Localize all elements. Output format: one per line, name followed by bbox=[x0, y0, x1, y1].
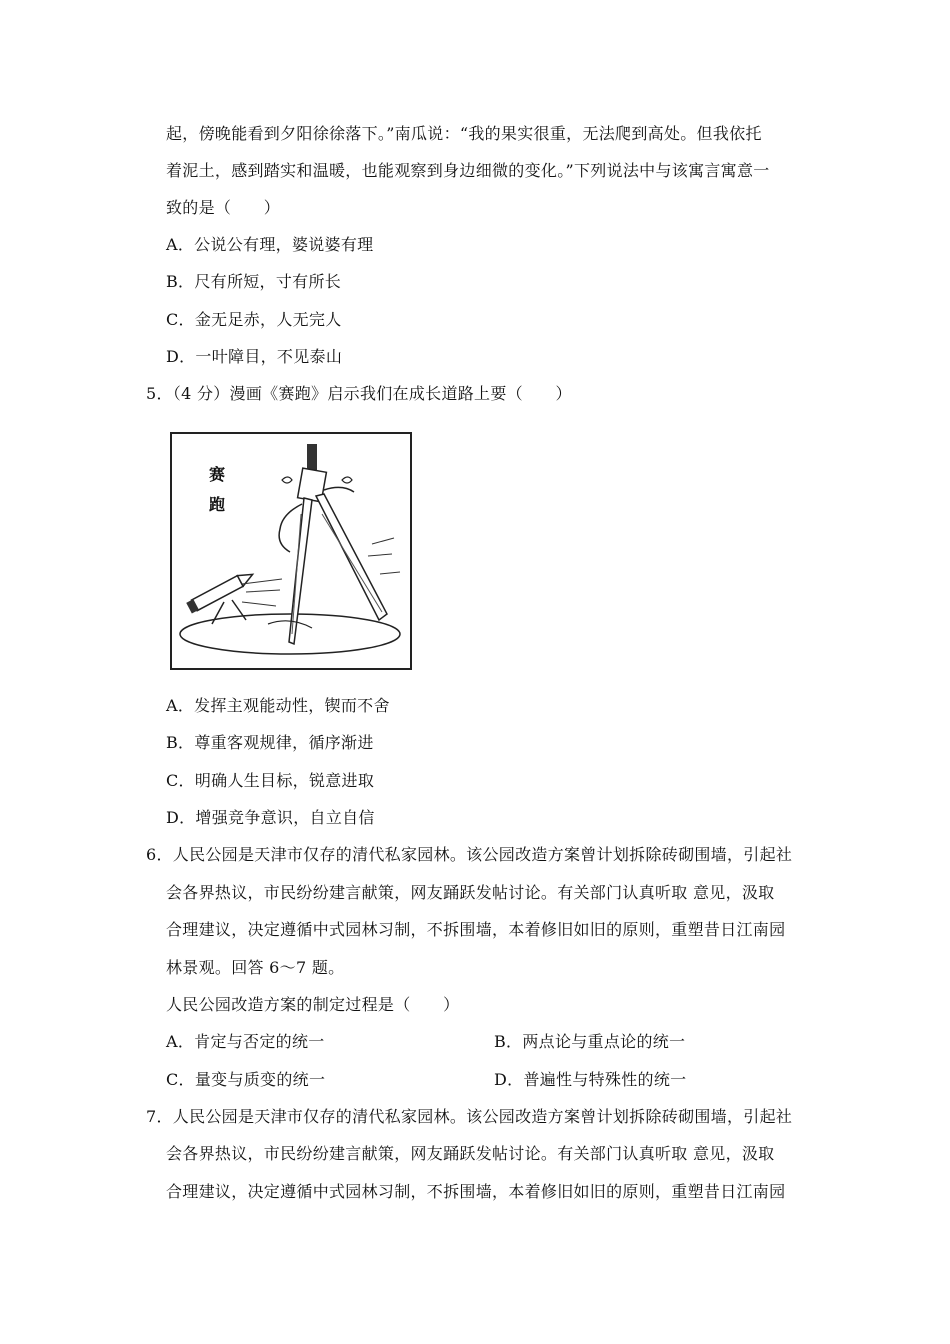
q4-stem-line-1: 起，傍晚能看到夕阳徐徐落下。”南瓜说：“我的果实很重，无法爬到高处。但我依托 bbox=[166, 124, 762, 143]
race-cartoon bbox=[170, 432, 412, 670]
q4-option-c: C．金无足赤，人无完人 bbox=[166, 310, 342, 329]
q6-option-c: C．量变与质变的统一 bbox=[166, 1070, 326, 1089]
q7-stem-line-2: 会各界热议，市民纷纷建言献策，网友踊跃发帖讨论。有关部门认真听取 意见，汲取 bbox=[166, 1144, 775, 1163]
q6-stem-line-3: 合理建议，决定遵循中式园林习制，不拆围墙，本着修旧如旧的原则，重塑昔日江南园 bbox=[166, 920, 786, 939]
q6-option-d: D．普遍性与特殊性的统一 bbox=[494, 1070, 687, 1089]
q5-option-c: C．明确人生目标，锐意进取 bbox=[166, 771, 375, 790]
q7-stem-line-1: 7．人民公园是天津市仅存的清代私家园林。该公园改造方案曾计划拆除砖砌围墙，引起社 bbox=[146, 1107, 793, 1126]
compass-handle bbox=[307, 444, 317, 470]
compass-leg-right bbox=[316, 494, 387, 620]
q6-option-b: B．两点论与重点论的统一 bbox=[494, 1032, 686, 1051]
compass-and-pencil-drawing bbox=[172, 434, 410, 668]
q4-stem-line-2: 着泥土，感到踏实和温暖，也能观察到身边细微的变化。”下列说法中与该寓言寓意一 bbox=[166, 161, 770, 180]
q4-stem-line-3: 致的是（ ） bbox=[166, 198, 281, 217]
q6-stem-line-2: 会各界热议，市民纷纷建言献策，网友踊跃发帖讨论。有关部门认真听取 意见，汲取 bbox=[166, 883, 775, 902]
q6-option-a: A．肯定与否定的统一 bbox=[166, 1032, 325, 1051]
q5-stem: 5．（4 分）漫画《赛跑》启示我们在成长道路上要（ ） bbox=[146, 384, 572, 403]
q6-stem-line-1: 6．人民公园是天津市仅存的清代私家园林。该公园改造方案曾计划拆除砖砌围墙，引起社 bbox=[146, 845, 793, 864]
q4-option-b: B．尺有所短，寸有所长 bbox=[166, 272, 342, 291]
q5-option-d: D．增强竞争意识，自立自信 bbox=[166, 808, 375, 827]
q7-stem-line-3: 合理建议，决定遵循中式园林习制，不拆围墙，本着修旧如旧的原则，重塑昔日江南园 bbox=[166, 1182, 786, 1201]
q4-option-d: D．一叶障目，不见泰山 bbox=[166, 347, 343, 366]
q4-option-a: A．公说公有理，婆说婆有理 bbox=[166, 235, 374, 254]
q6-question: 人民公园改造方案的制定过程是（ ） bbox=[166, 995, 460, 1014]
q6-stem-line-4: 林景观。回答 6～7 题。 bbox=[166, 958, 345, 977]
cartoon-title: 赛跑 bbox=[208, 465, 225, 514]
q5-option-b: B．尊重客观规律，循序渐进 bbox=[166, 733, 374, 752]
q5-option-a: A．发挥主观能动性，锲而不舍 bbox=[166, 696, 390, 715]
